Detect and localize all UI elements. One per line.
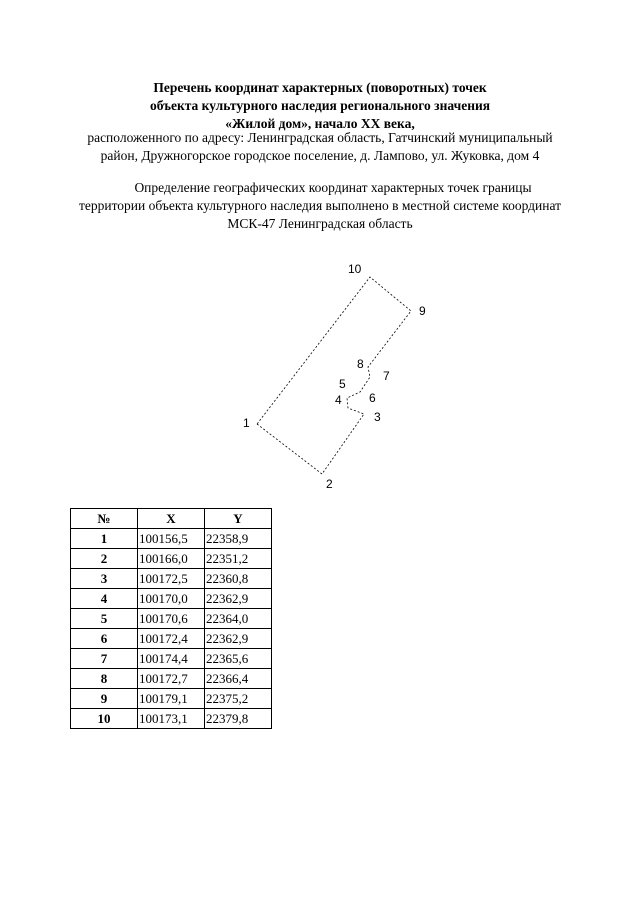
table-row xyxy=(71,549,272,569)
coord-y: 22364,0 xyxy=(205,609,272,629)
coord-y: 22365,6 xyxy=(205,649,272,669)
table-row xyxy=(71,609,272,629)
point-number: 8 xyxy=(71,669,138,689)
coord-y: 22362,9 xyxy=(205,629,272,649)
coordinates-table xyxy=(70,508,272,729)
coord-y: 22375,2 xyxy=(205,689,272,709)
point-label-9: 9 xyxy=(419,304,426,318)
point-label-5: 5 xyxy=(339,377,346,391)
table-header-row xyxy=(71,509,272,529)
doc-title-line-2: объекта культурного наследия регионального значения xyxy=(149,98,491,113)
table-row xyxy=(71,529,272,549)
doc-title-line-1: Перечень координат характерных (поворотных) точек xyxy=(153,80,487,95)
coord-x: 100173,1 xyxy=(138,709,205,729)
point-number: 6 xyxy=(71,629,138,649)
description-line-1: Определение географических координат характерных точек границы xyxy=(134,180,532,195)
point-label-7: 7 xyxy=(383,369,390,383)
table-row xyxy=(71,629,272,649)
table-row xyxy=(71,689,272,709)
table-row xyxy=(71,569,272,589)
point-number: 10 xyxy=(71,709,138,729)
coord-y: 22366,4 xyxy=(205,669,272,689)
table-row xyxy=(71,709,272,729)
coord-y: 22360,8 xyxy=(205,569,272,589)
point-label-8: 8 xyxy=(357,357,364,371)
coord-x: 100170,0 xyxy=(138,589,205,609)
coord-y: 22358,9 xyxy=(205,529,272,549)
coord-x: 100166,0 xyxy=(138,549,205,569)
coord-x: 100170,6 xyxy=(138,609,205,629)
description-line-2: территории объекта культурного наследия выполнено в местной системе координат xyxy=(78,198,562,213)
point-label-1: 1 xyxy=(243,416,250,430)
coord-x: 100172,7 xyxy=(138,669,205,689)
table-row xyxy=(71,589,272,609)
header-x: X xyxy=(138,509,205,529)
coord-x: 100172,4 xyxy=(138,629,205,649)
point-label-10: 10 xyxy=(348,262,362,276)
point-label-4: 4 xyxy=(335,393,342,407)
point-label-6: 6 xyxy=(369,391,376,405)
point-label-2: 2 xyxy=(326,477,333,491)
coord-y: 22351,2 xyxy=(205,549,272,569)
header-y: Y xyxy=(205,509,272,529)
coord-x: 100174,4 xyxy=(138,649,205,669)
point-number: 1 xyxy=(71,529,138,549)
point-number: 9 xyxy=(71,689,138,709)
coord-y: 22379,8 xyxy=(205,709,272,729)
doc-title-line-3: «Жилой дом», начало XX века, xyxy=(225,116,415,131)
coord-y: 22362,9 xyxy=(205,589,272,609)
table-row xyxy=(71,649,272,669)
point-number: 7 xyxy=(71,649,138,669)
point-number: 4 xyxy=(71,589,138,609)
address-line-1: расположенного по адресу: Ленинградская область, Гатчинский муниципальный xyxy=(87,130,553,145)
coord-x: 100179,1 xyxy=(138,689,205,709)
coord-x: 100172,5 xyxy=(138,569,205,589)
point-label-3: 3 xyxy=(374,410,381,424)
table-row xyxy=(71,669,272,689)
address-line-2: район, Дружногорское городское поселение, д. Лампово, ул. Жуковка, дом 4 xyxy=(100,148,540,163)
header-number: № xyxy=(71,509,138,529)
point-number: 2 xyxy=(71,549,138,569)
point-number: 3 xyxy=(71,569,138,589)
coord-x: 100156,5 xyxy=(138,529,205,549)
description-line-3: МСК-47 Ленинградская область xyxy=(227,216,413,231)
point-number: 5 xyxy=(71,609,138,629)
